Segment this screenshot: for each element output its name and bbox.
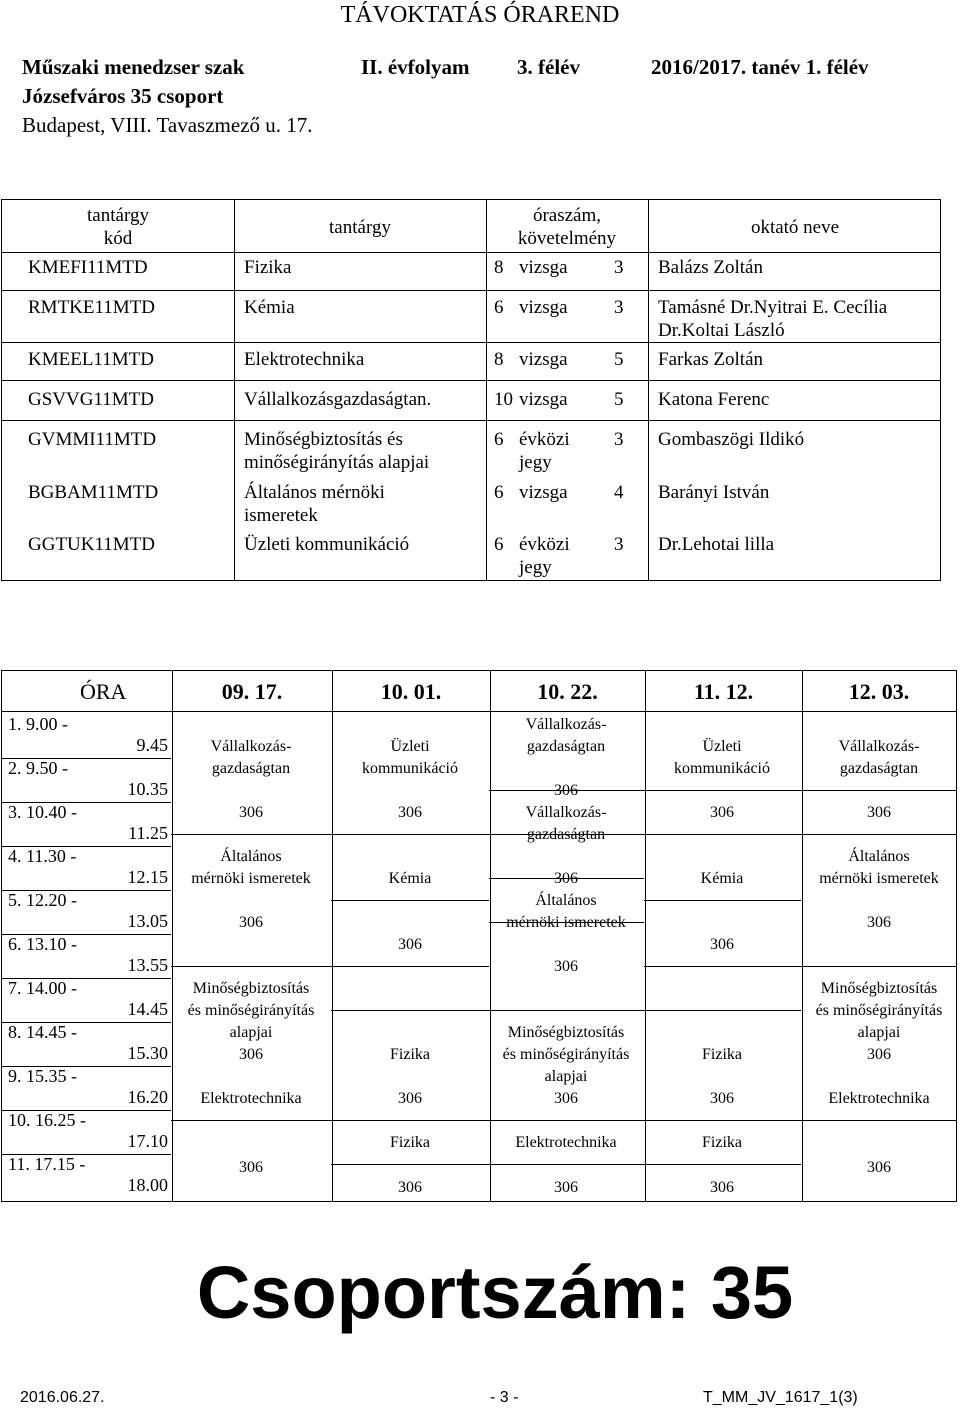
subject-code: KMEFI11MTD [28,257,148,278]
subject-teacher: Farkas Zoltán [658,349,764,370]
time-slot [8,802,168,844]
subject-name: Kémia [244,297,295,318]
semester-label: 3. félév [517,55,580,79]
subject-name-line2: ismeretek [244,505,318,526]
date-2: 10. 01. [380,679,442,704]
schedule-cell: mérnöki ismeretek [191,870,311,887]
page-title: TÁVOKTATÁS ÓRAREND [340,2,620,28]
subject-hours: 6 [494,429,504,450]
time-slot-end: 12.15 [127,867,168,887]
schedule-cell: 306 [554,782,578,799]
time-slot [8,714,168,756]
time-slot [8,1022,168,1064]
time-slot-start: 10. 16.25 - [8,1110,86,1130]
schedule-cell: 306 [554,870,578,887]
subject-name: Fizika [244,257,292,278]
date-1: 09. 17. [221,679,283,704]
schedule-cell: 306 [867,804,891,821]
time-slot [8,846,168,888]
subject-code: BGBAM11MTD [28,482,159,503]
schedule-cell: Kémia [388,870,432,887]
subject-code: KMEEL11MTD [28,349,154,370]
schedule-cell: Fizika [702,1046,742,1063]
schedule-cell: Általános [220,848,282,865]
schedule-cell: gazdaságtan [839,760,919,777]
subject-requirement: vizsga [519,349,568,370]
schedule-cell: Vállalkozás- [838,738,920,755]
subject-name: Vállalkozásgazdaságtan. [244,389,432,410]
schedule-cell: alapjai [857,1024,901,1041]
time-slot-start: 4. 11.30 - [8,846,77,866]
schedule-cell: 306 [398,1090,422,1107]
schedule-cell: 306 [867,1046,891,1063]
subject-hours: 8 [494,349,504,370]
time-slot-start: 2. 9.50 - [8,758,68,778]
schedule-cell: Elektrotechnika [200,1090,302,1107]
schedule-cell: mérnöki ismeretek [819,870,939,887]
subject-teacher: Dr.Lehotai lilla [658,534,775,555]
major-name: Műszaki menedzser szak [22,55,245,79]
subject-teacher: Balázs Zoltán [658,257,763,278]
time-slot-start: 1. 9.00 - [8,714,68,734]
header-hours: óraszám, követelmény [517,205,617,249]
subject-code: RMTKE11MTD [28,297,156,318]
schedule-cell: 306 [239,1046,263,1063]
footer-code: T_MM_JV_1617_1(3) [703,1389,858,1406]
schedule-cell: Minőségbiztosítás [820,980,938,997]
footer-date: 2016.06.27. [20,1389,105,1406]
time-slot-end: 18.00 [127,1175,168,1195]
subject-credits: 3 [614,534,624,555]
academic-year: 2016/2017. tanév 1. félév [651,55,869,79]
subject-requirement: vizsga [519,482,568,503]
schedule-cell: Általános [848,848,910,865]
schedule-cell: és minőségirányítás [187,1002,315,1019]
schedule-cell: gazdaságtan [526,826,606,843]
schedule-cell: Vállalkozás- [525,804,607,821]
schedule-cell: 306 [398,936,422,953]
header-code: tantárgy kód [87,205,149,249]
time-slot-start: 7. 14.00 - [8,978,77,998]
time-slot [8,1066,168,1108]
schedule-cell: Fizika [390,1134,430,1151]
schedule-cell: 306 [398,1179,422,1196]
schedule-cell: 306 [710,1179,734,1196]
subject-requirement: vizsga [519,297,568,318]
schedule-cell: 306 [239,914,263,931]
schedule-cell: Kémia [700,870,744,887]
schedule-cell: 306 [398,804,422,821]
schedule-cell: gazdaságtan [526,738,606,755]
subject-requirement-line2: jegy [519,557,552,578]
hour-header: ÓRA [80,679,127,704]
schedule-cell: és minőségirányítás [502,1046,630,1063]
schedule-cell: Üzleti [702,738,742,755]
schedule-cell: Elektrotechnika [515,1134,617,1151]
schedule-cell: alapjai [544,1068,588,1085]
schedule-cell: Általános [535,892,597,909]
group-name: Józsefváros 35 csoport [22,84,224,108]
subject-hours: 6 [494,534,504,555]
schedule-cell: Minőségbiztosítás [507,1024,625,1041]
schedule-cell: Fizika [390,1046,430,1063]
time-slot-end: 10.35 [127,779,168,799]
time-slot-start: 9. 15.35 - [8,1066,77,1086]
schedule-cell: 306 [554,1179,578,1196]
schedule-cell: gazdaságtan [211,760,291,777]
subject-credits: 3 [614,429,624,450]
subject-name: Üzleti kommunikáció [244,534,410,555]
subject-hours: 8 [494,257,504,278]
subject-name: Elektrotechnika [244,349,365,370]
time-slot-start: 11. 17.15 - [8,1154,86,1174]
schedule-cell: 306 [239,1159,263,1176]
time-slot-start: 8. 14.45 - [8,1022,77,1042]
time-slot [8,978,168,1020]
time-slot-start: 6. 13.10 - [8,934,77,954]
subject-requirement-line2: jegy [519,452,552,473]
subject-code: GVMMI11MTD [28,429,157,450]
header-subject: tantárgy [329,217,391,238]
schedule-cell: Minőségbiztosítás [192,980,310,997]
time-slot [8,758,168,800]
schedule-cell: Vállalkozás- [525,716,607,733]
time-slot-start: 5. 12.20 - [8,890,77,910]
time-slot-end: 15.30 [127,1043,168,1063]
time-slot-end: 16.20 [127,1087,168,1107]
time-slot-end: 13.05 [127,911,168,931]
group-number: Csoportszám: 35 [196,1251,794,1334]
time-slot-end: 17.10 [127,1131,168,1151]
time-slot-end: 11.25 [128,823,168,843]
time-slot-start: 3. 10.40 - [8,802,77,822]
time-slot-end: 9.45 [136,735,168,755]
time-slot-end: 14.45 [127,999,168,1019]
subject-credits: 4 [614,482,624,503]
subject-teacher: Tamásné Dr.Nyitrai E. Cecília [658,297,888,318]
subject-teacher: Gombaszögi Ildikó [658,429,805,450]
subject-teacher: Barányi István [658,482,770,503]
subject-name-line2: minőségirányítás alapjai [244,452,430,473]
address: Budapest, VIII. Tavaszmező u. 17. [22,113,313,137]
subject-requirement: évközi [519,429,570,450]
subject-requirement: vizsga [519,257,568,278]
date-3: 10. 22. [537,679,598,704]
time-slot-end: 13.55 [127,955,168,975]
subject-teacher: Katona Ferenc [658,389,770,410]
subject-credits: 3 [614,257,624,278]
schedule-cell: Vállalkozás- [210,738,292,755]
subject-credits: 3 [614,297,624,318]
year-label: II. évfolyam [361,55,470,79]
schedule-cell: Üzleti [390,738,430,755]
subject-credits: 5 [614,349,624,370]
date-4: 11. 12. [693,679,754,704]
schedule-cell: 306 [867,914,891,931]
time-slot [8,934,168,976]
subject-credits: 5 [614,389,624,410]
time-slot [8,1154,168,1196]
subject-name: Általános mérnöki [244,482,385,503]
schedule-cell: 306 [867,1159,891,1176]
footer-page: - 3 - [490,1389,519,1406]
schedule-cell: 306 [710,936,734,953]
subject-code: GSVVG11MTD [28,389,154,410]
schedule-cell: 306 [710,804,734,821]
header-teacher: oktató neve [750,217,840,238]
schedule-cell: 306 [239,804,263,821]
date-5: 12. 03. [848,679,910,704]
schedule-cell: és minőségirányítás [815,1002,943,1019]
schedule-cell: 306 [554,958,578,975]
schedule-cell: alapjai [229,1024,273,1041]
schedule-cell: mérnöki ismeretek [506,914,626,931]
schedule-cell: kommunikáció [674,760,770,777]
subject-code: GGTUK11MTD [28,534,156,555]
subject-name: Minőségbiztosítás és [244,429,403,450]
schedule-cell: 306 [554,1090,578,1107]
schedule-cell: 306 [710,1090,734,1107]
subject-requirement: vizsga [519,389,568,410]
time-slot [8,1110,168,1152]
subject-requirement: évközi [519,534,570,555]
subject-hours: 6 [494,297,504,318]
subject-teacher-line2: Dr.Koltai László [658,320,785,341]
schedule-cell: Fizika [702,1134,742,1151]
time-slot [8,890,168,932]
schedule-cell: Elektrotechnika [828,1090,930,1107]
subject-hours: 10 [494,389,513,410]
schedule-cell: kommunikáció [362,760,458,777]
subject-hours: 6 [494,482,504,503]
